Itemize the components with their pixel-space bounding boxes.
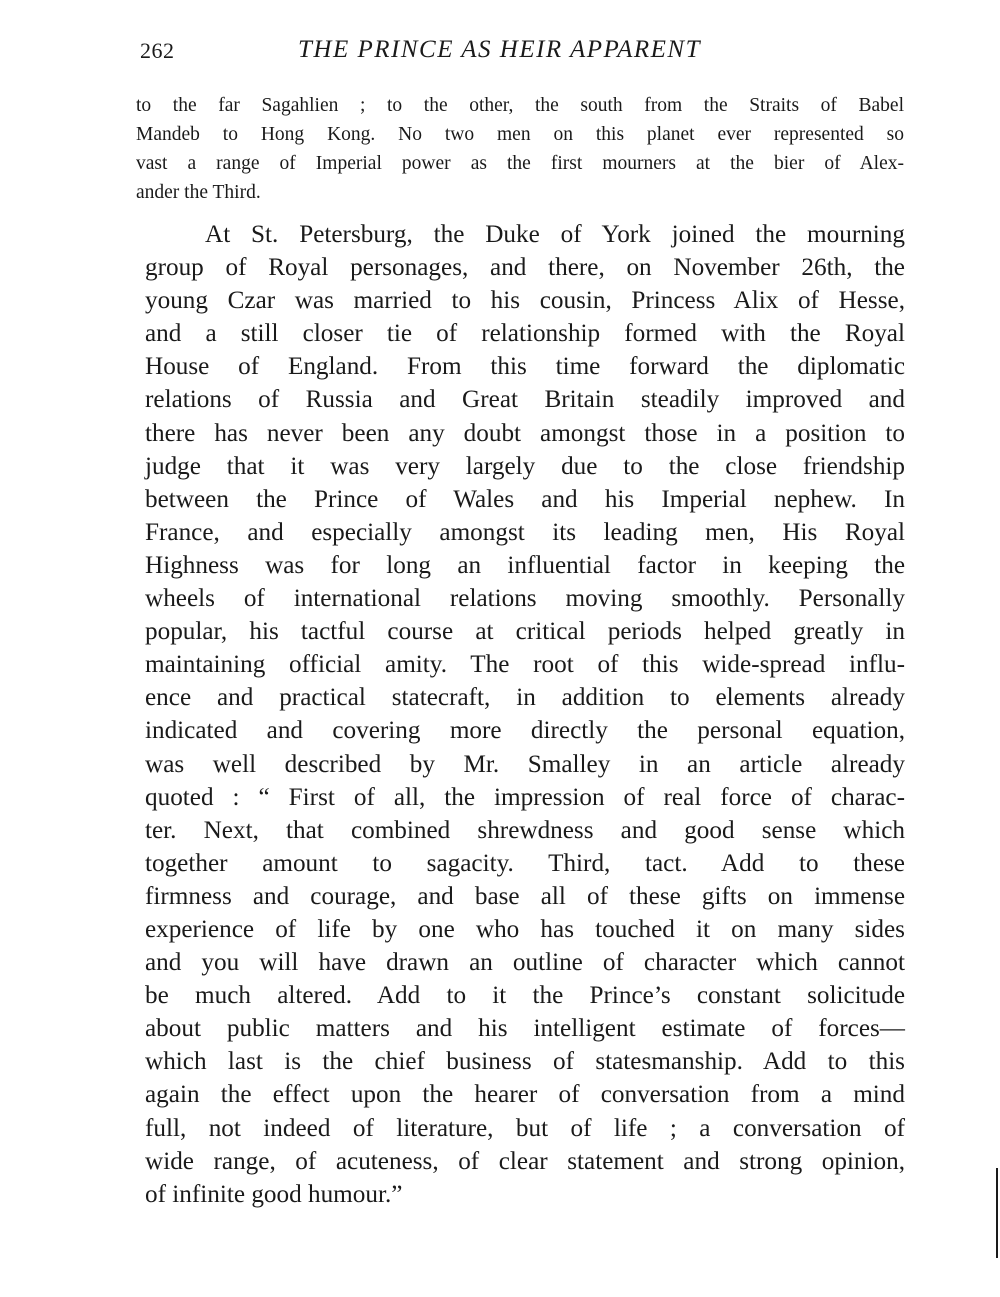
- paragraph-line: and a still closer tie of relationship formed with the Royal: [145, 320, 905, 348]
- paragraph-line: again the effect upon the hearer of conversation from a mind: [145, 1081, 905, 1109]
- paragraph-line: of infinite good humour.”: [145, 1180, 403, 1208]
- paragraph-line: France, and especially amongst its leading men, His Royal: [145, 518, 905, 546]
- paragraph-line: House of England. From this time forward the diplomatic: [145, 353, 905, 381]
- paragraph-line: At St. Petersburg, the Duke of York joined the mourning: [205, 221, 905, 248]
- continued-line: ander the Third.: [136, 182, 261, 203]
- paragraph-line: wide range, of acuteness, of clear statement and strong opinion,: [145, 1147, 905, 1175]
- paragraph-line: maintaining official amity. The root of this wide-spread influ-: [145, 651, 905, 679]
- continued-passage: [136, 91, 904, 207]
- paragraph-line: and you will have drawn an outline of character which cannot: [145, 949, 905, 977]
- paragraph-line: relations of Russia and Great Britain steadily improved and: [145, 386, 905, 414]
- paragraph-line: together amount to sagacity. Third, tact. Add to these: [145, 849, 905, 877]
- paragraph-line: full, not indeed of literature, but of life ; a conversation of: [145, 1114, 905, 1142]
- paragraph-line: which last is the chief business of statesmanship. Add to this: [145, 1048, 905, 1076]
- paragraph-line: group of Royal personages, and there, on November 26th, the: [145, 254, 905, 282]
- paragraph-line: ence and practical statecraft, in addition to elements already: [145, 684, 905, 712]
- continued-line: Mandeb to Hong Kong. No two men on this planet ever represented so: [136, 124, 904, 145]
- paragraph-line: was well described by Mr. Smalley in an article already: [145, 750, 905, 778]
- page-number: 262: [140, 38, 175, 63]
- paragraph-line: between the Prince of Wales and his Imperial nephew. In: [145, 485, 905, 513]
- paragraph-line: young Czar was married to his cousin, Princess Alix of Hesse,: [145, 287, 905, 315]
- continued-line: to the far Sagahlien ; to the other, the south from the Straits of Babel: [136, 95, 904, 116]
- scan-edge-mark: [996, 1168, 998, 1258]
- paragraph-line: quoted : “ First of all, the impression of real force of charac-: [145, 783, 905, 811]
- paragraph-line: wheels of international relations moving smoothly. Personally: [145, 585, 905, 613]
- main-paragraph: [145, 218, 905, 1211]
- paragraph-line: judge that it was very largely due to the close friendship: [145, 452, 905, 480]
- paragraph-line: be much altered. Add to it the Prince’s constant solicitude: [145, 982, 905, 1010]
- paragraph-line: about public matters and his intelligent estimate of forces—: [145, 1015, 905, 1043]
- paragraph-line: popular, his tactful course at critical periods helped greatly in: [145, 618, 905, 646]
- continued-line: vast a range of Imperial power as the first mourners at the bier of Alex-: [136, 153, 904, 174]
- running-title: THE PRINCE AS HEIR APPARENT: [298, 36, 701, 63]
- paragraph-line: firmness and courage, and base all of these gifts on immense: [145, 882, 905, 910]
- paragraph-line: there has never been any doubt amongst those in a position to: [145, 419, 905, 447]
- paragraph-line: Highness was for long an influential factor in keeping the: [145, 551, 905, 579]
- paragraph-line: ter. Next, that combined shrewdness and good sense which: [145, 816, 905, 844]
- paragraph-line: indicated and covering more directly the personal equation,: [145, 717, 905, 745]
- paragraph-line: experience of life by one who has touched it on many sides: [145, 915, 905, 943]
